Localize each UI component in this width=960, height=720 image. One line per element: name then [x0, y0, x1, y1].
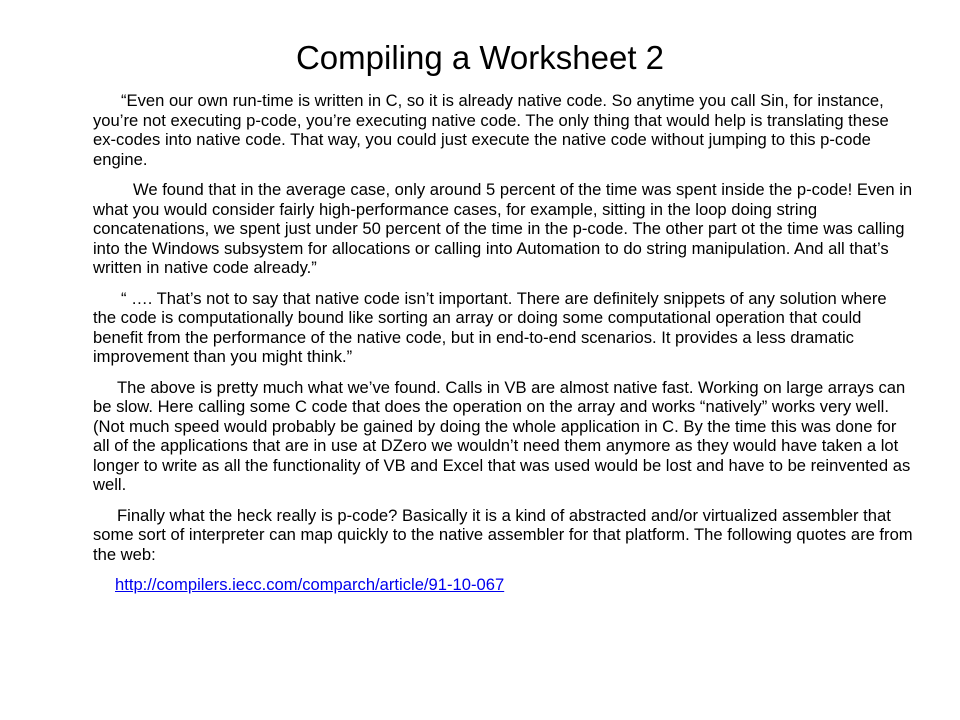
- paragraph-runtime-quote: “Even our own run-time is written in C, so it is already native code. So anytime you call Sin, for instance, you’re not executing p-code, you’re executing native code. The only thing that would help is translating these ex-codes into native code. That way, you could just execute the native code without jumping to this p-code engine.: [93, 91, 889, 169]
- paragraph-pcode-percent: We found that in the average case, only around 5 percent of the time was spent inside the p-code! Even in what you would consider fairly high-performance cases, for example, sitting in the loop doing string concatenations, we spent just under 50 percent of the time in the p-code. The other part ot the time was calling into the Windows subsystem for allocations or calling into Automation to do string manipulation. And all that’s written in native code already.”: [93, 180, 913, 277]
- reference-link[interactable]: http://compilers.iecc.com/comparch/article/91-10-067: [115, 575, 505, 594]
- paragraph-findings: The above is pretty much what we’ve found. Calls in VB are almost native fast. Working on large arrays can be slow. Here calling some C code that does the operation on the array and works “natively” works very well. (Not much speed would probably be gained by doing the whole application in C. By the time this was done for all of the applications that are in use at DZero we wouldn’t need them anymore as they would have taken a lot longer to write as all the functionality of VB and Excel that was used would be lost and have to be reinvented as well.: [93, 377, 911, 494]
- paragraph-native-code-importance: “ …. That’s not to say that native code isn’t important. There are definitely snippets of any solution where the code is computationally bound like sorting an array or doing some computational operation that could benefit from the performance of the native code, but in end-to-end scenarios. It provides a less dramatic improvement than you might think.”: [93, 288, 887, 366]
- paragraph-what-is-pcode: Finally what the heck really is p-code? Basically it is a kind of abstracted and/or virtualized assembler that some sort of interpreter can map quickly to the native assembler for that platform. The following quotes are from the web:: [93, 505, 913, 564]
- slide-body: [93, 91, 913, 595]
- slide-title: Compiling a Worksheet 2: [295, 39, 665, 76]
- link-line: [93, 575, 913, 595]
